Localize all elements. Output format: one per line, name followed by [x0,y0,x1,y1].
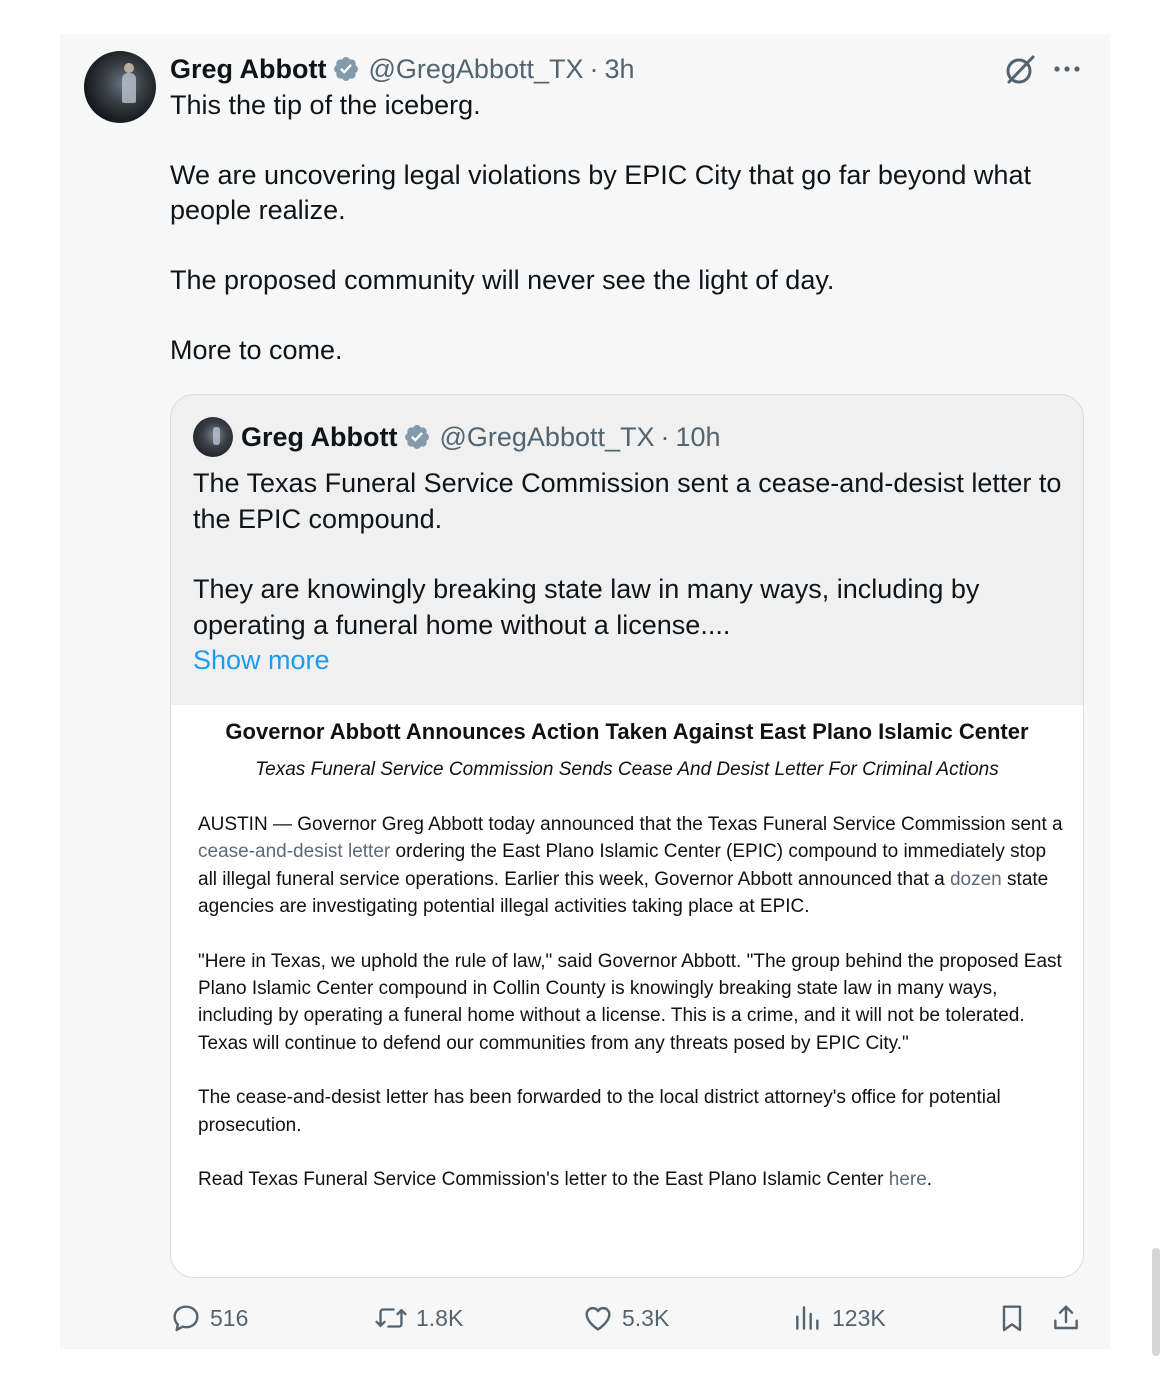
like-count: 5.3K [622,1304,670,1331]
quoted-author-avatar [193,417,233,457]
dozen-link: dozen [949,868,1002,890]
tweet-text [170,88,1070,368]
show-more-link[interactable]: Show more [193,645,330,675]
tweet-header [170,52,635,86]
tweet-card[interactable] [60,34,1110,1349]
verified-badge-icon [332,55,360,83]
document-text: AUSTIN — Governor Greg Abbott today announced that the Texas Funeral Service Commission sent a [198,814,1063,835]
reply-icon [170,1302,202,1334]
repost-button[interactable] [374,1297,463,1339]
header-separator: · [589,53,599,84]
quoted-tweet-header [193,417,721,457]
quoted-timestamp: 10h [675,421,721,452]
tweet-paragraph: More to come. [170,335,343,365]
author-handle[interactable]: @GregAbbott_TX [368,53,584,84]
document-paragraph [198,811,1066,921]
document-paragraph: "Here in Texas, we uphold the rule of law," said Governor Abbott. "The group behind the proposed East Plano Islamic Center compound in Collin County is knowingly breaking state law in many ways, including by operating a funeral home without a license. This is a crime, and it will not be tolerated. Texas will continue to defend our communities from any threats posed by EPIC City." [198,950,1062,1054]
share-button[interactable] [1050,1297,1090,1339]
more-options-icon[interactable] [1050,54,1084,84]
tweet-paragraph: This the tip of the iceberg. [170,90,481,120]
repost-count: 1.8K [416,1304,464,1331]
views-button[interactable] [792,1297,886,1339]
quoted-paragraph: The Texas Funeral Service Commission sent a cease-and-desist letter to the EPIC compound. [193,468,1062,534]
document-text: . [926,1169,933,1191]
reply-button[interactable] [170,1297,248,1339]
bookmark-button[interactable] [996,1297,1036,1339]
here-link: here [888,1169,927,1191]
author-name[interactable]: Greg Abbott [170,53,327,84]
repost-icon [374,1302,408,1334]
bookmark-icon [996,1302,1028,1334]
quoted-author-name: Greg Abbott [241,421,398,452]
document-body [198,811,1066,1220]
post-timestamp[interactable]: 3h [604,53,635,84]
document-paragraph: The cease-and-desist letter has been forwarded to the local district attorney's office for potential prosecution. [198,1087,1001,1136]
view-count: 123K [832,1304,886,1331]
document-title: Governor Abbott Announces Action Taken Against East Plano Islamic Center [225,719,1029,744]
reply-count: 516 [210,1304,249,1331]
document-subtitle: Texas Funeral Service Commission Sends Cease And Desist Letter For Criminal Actions [255,759,999,780]
document-text: Read Texas Funeral Service Commission's letter to the East Plano Islamic Center [198,1169,889,1191]
page-scrollbar[interactable] [1152,1248,1160,1356]
header-separator: · [660,421,670,452]
heart-icon [582,1302,614,1334]
tweet-actions [170,1297,1090,1339]
tweet-paragraph: We are uncovering legal violations by EPIC City that go far beyond what people realize. [170,160,1031,225]
analytics-icon [792,1302,824,1334]
grok-icon[interactable] [1002,52,1038,88]
author-avatar[interactable] [84,51,156,123]
quoted-tweet[interactable] [170,394,1084,1278]
quoted-author-handle: @GregAbbott_TX [439,421,655,452]
tweet-paragraph: The proposed community will never see the light of day. [170,265,835,295]
cease-and-desist-link: cease-and-desist letter [198,841,391,863]
share-icon [1050,1302,1082,1334]
like-button[interactable] [582,1297,669,1339]
verified-badge-icon [403,423,431,451]
attached-document-image[interactable] [171,705,1083,1277]
quoted-tweet-text [193,465,1063,677]
document-text: state agencies are investigating potential illegal activities taking place at EPIC. [198,868,1049,918]
quoted-paragraph: They are knowingly breaking state law in many ways, including by operating a funeral home without a license.... [193,574,980,640]
document-text: ordering the East Plano Islamic Center (EPIC) compound to immediately stop all illegal funeral service operations. Earlier this week, Governor Abbott announced that a [198,841,1047,890]
document-paragraph [198,1166,1066,1193]
